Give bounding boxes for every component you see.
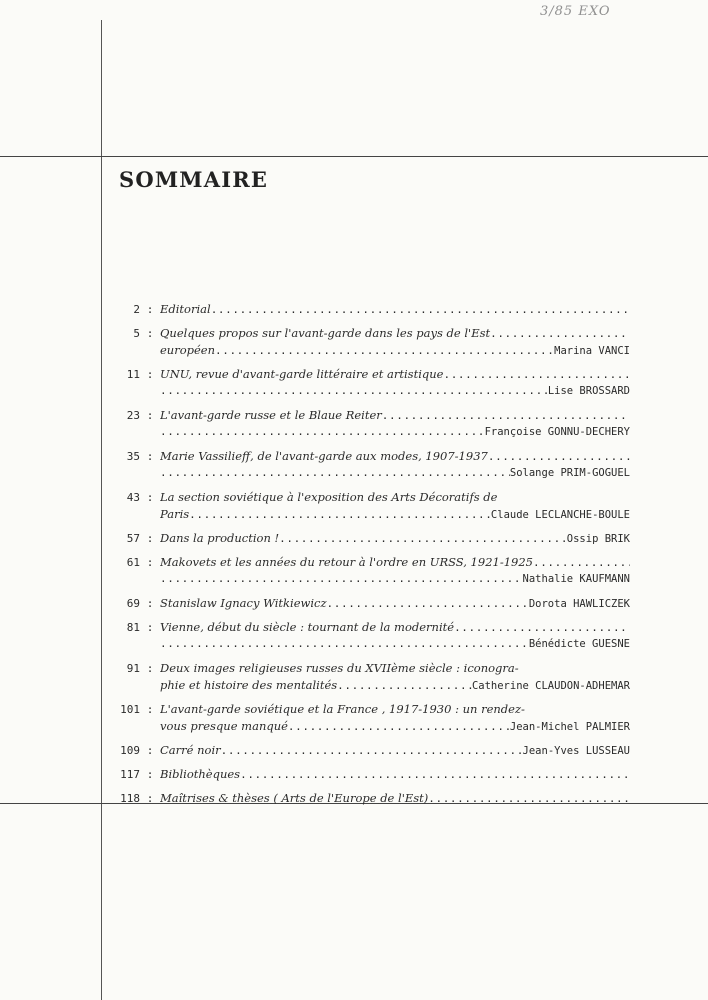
toc-separator: : xyxy=(146,409,154,422)
toc-page-number: 23 xyxy=(126,409,140,422)
leader-dots xyxy=(428,792,630,805)
toc-author: Jean-Yves LUSSEAU xyxy=(522,745,630,757)
toc-separator: : xyxy=(146,662,154,675)
toc-separator: : xyxy=(146,368,154,381)
toc-entry-title: L'avant-garde soviétique et la France , 1917-1930 : un rendez- xyxy=(160,702,525,716)
leader-dots xyxy=(160,637,529,650)
leader-dots xyxy=(240,768,630,781)
toc-page-number: 81 xyxy=(126,621,140,634)
leader-dots xyxy=(488,450,630,463)
toc-page-number: 101 xyxy=(120,703,140,716)
toc-entry xyxy=(110,367,630,401)
toc-entry xyxy=(110,596,630,613)
toc-entry-title: Editorial xyxy=(160,302,211,316)
toc-entry-title: Marie Vassilieff, de l'avant-garde aux modes, 1907-1937 xyxy=(160,449,488,463)
toc-entry xyxy=(110,555,630,589)
toc-author: Lise BROSSARD xyxy=(547,385,630,397)
toc-author: Nathalie KAUFMANN xyxy=(522,573,630,585)
toc-author: Bénédicte GUESNE xyxy=(528,638,630,650)
toc-entry-title: Vienne, début du siècle : tournant de la modernité xyxy=(160,620,455,634)
toc-entry-title: phie et histoire des mentalités xyxy=(160,678,338,692)
toc-separator: : xyxy=(146,621,154,634)
page-title: SOMMAIRE xyxy=(119,167,269,192)
toc-entry-title: L'avant-garde russe et le Blaue Reiter xyxy=(160,408,382,422)
toc-entry-title: Quelques propos sur l'avant-garde dans les pays de l'Est xyxy=(160,326,491,340)
toc-entry xyxy=(110,449,630,483)
toc-page-number: 2 xyxy=(133,303,140,316)
toc-entry-title: UNU, revue d'avant-garde littéraire et artistique xyxy=(160,367,444,381)
toc-separator: : xyxy=(146,303,154,316)
toc-separator: : xyxy=(146,744,154,757)
toc-page-number: 5 xyxy=(133,327,140,340)
toc-entry xyxy=(110,702,630,736)
top-rule xyxy=(0,156,708,157)
toc-separator: : xyxy=(146,792,154,805)
toc-author: Françoise GONNU-DECHERY xyxy=(484,426,630,438)
leader-dots xyxy=(279,532,567,545)
toc-separator: : xyxy=(146,491,154,504)
toc-separator: : xyxy=(146,556,154,569)
toc-page-number: 35 xyxy=(126,450,140,463)
toc-entry-title: Dans la production ! xyxy=(160,531,280,545)
leader-dots xyxy=(160,466,510,479)
toc-separator: : xyxy=(146,450,154,463)
toc-author: Solange PRIM-GOGUEL xyxy=(509,467,630,479)
toc-separator: : xyxy=(146,327,154,340)
toc-page-number: 117 xyxy=(120,768,140,781)
toc-author: Catherine CLAUDON-ADHEMAR xyxy=(471,680,630,692)
leader-dots xyxy=(221,744,523,757)
leader-dots xyxy=(160,384,548,397)
leader-dots xyxy=(288,720,510,733)
leader-dots xyxy=(189,508,491,521)
toc-entry xyxy=(110,661,630,695)
toc-page-number: 11 xyxy=(126,368,140,381)
toc-page-number: 109 xyxy=(120,744,140,757)
toc-entry-title: Deux images religieuses russes du XVIIème siècle : iconogra- xyxy=(160,661,519,675)
toc-entry-title: Bibliothèques xyxy=(160,767,241,781)
toc-separator: : xyxy=(146,532,154,545)
table-of-contents xyxy=(110,302,630,815)
toc-entry-title: Carré noir xyxy=(160,743,221,757)
leader-dots xyxy=(160,425,485,438)
toc-page-number: 69 xyxy=(126,597,140,610)
archive-stamp: 3/85 EXO xyxy=(540,4,611,19)
vertical-rule xyxy=(101,20,102,1000)
toc-page-number: 118 xyxy=(120,792,140,805)
toc-entry xyxy=(110,408,630,442)
toc-entry xyxy=(110,302,630,319)
toc-entry-title: Stanislaw Ignacy Witkiewicz xyxy=(160,596,327,610)
toc-entry xyxy=(110,531,630,548)
toc-page-number: 61 xyxy=(126,556,140,569)
toc-page-number: 43 xyxy=(126,491,140,504)
toc-page-number: 91 xyxy=(126,662,140,675)
leader-dots xyxy=(454,621,630,634)
toc-author: Jean-Michel PALMIER xyxy=(509,721,630,733)
leader-dots xyxy=(490,327,630,340)
leader-dots xyxy=(443,368,630,381)
leader-dots xyxy=(337,679,472,692)
toc-page-number: 57 xyxy=(126,532,140,545)
toc-entry-title: Paris xyxy=(160,507,190,521)
toc-author: Dorota HAWLICZEK xyxy=(528,598,630,610)
toc-entry-title: Maîtrises & thèses ( Arts de l'Europe de l'Est) xyxy=(160,791,429,805)
toc-separator: : xyxy=(146,768,154,781)
leader-dots xyxy=(160,572,523,585)
leader-dots xyxy=(382,409,630,422)
leader-dots xyxy=(215,344,554,357)
toc-entry xyxy=(110,791,630,808)
toc-author: Marina VANCI xyxy=(554,345,630,357)
toc-entry xyxy=(110,326,630,360)
toc-author: Claude LECLANCHE-BOULE xyxy=(490,509,630,521)
leader-dots xyxy=(327,597,529,610)
toc-entry-title: La section soviétique à l'exposition des Arts Décoratifs de xyxy=(160,490,498,504)
toc-author: Ossip BRIK xyxy=(566,533,630,545)
toc-entry xyxy=(110,743,630,760)
leader-dots xyxy=(533,556,630,569)
toc-entry-title: européen xyxy=(160,343,216,357)
toc-separator: : xyxy=(146,597,154,610)
toc-entry-title: Makovets et les années du retour à l'ordre en URSS, 1921-1925 xyxy=(160,555,533,569)
leader-dots xyxy=(211,303,630,316)
toc-separator: : xyxy=(146,703,154,716)
toc-entry xyxy=(110,767,630,784)
toc-entry xyxy=(110,620,630,654)
toc-entry-title: vous presque manqué xyxy=(160,719,288,733)
toc-entry xyxy=(110,490,630,524)
